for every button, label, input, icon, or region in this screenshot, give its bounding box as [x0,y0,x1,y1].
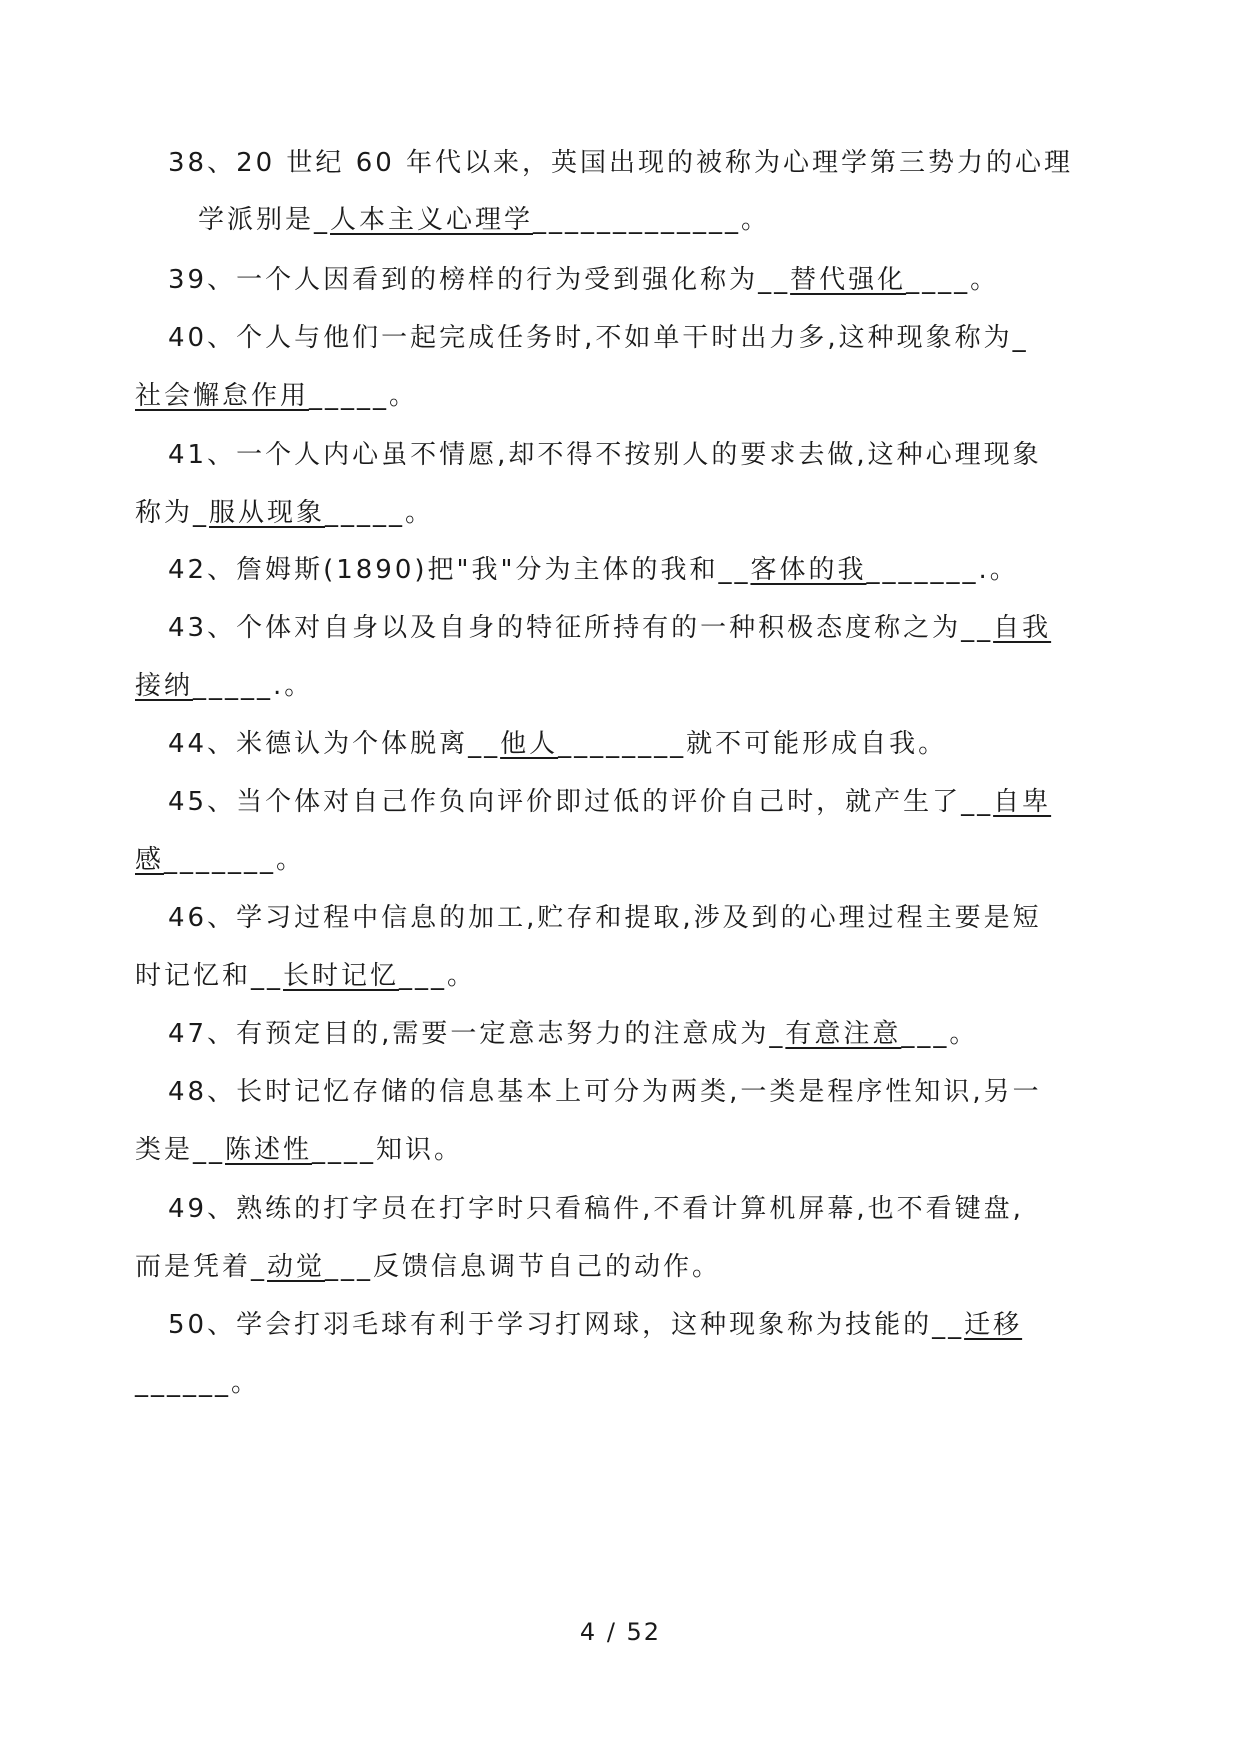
page-number: 4 / 52 [579,1618,662,1646]
question-46-line-2 [135,959,476,993]
question-49-line-2 [135,1250,721,1284]
question-text: ________就不可能形成自我。 [558,729,948,759]
question-40-line-1 [168,321,1029,355]
question-39-line-1 [168,263,999,297]
question-42-line-1 [168,553,1019,587]
answer-text: 陈述性 [225,1135,313,1165]
answer-text: 服从现象 [209,498,326,528]
question-text: 类是__ [135,1135,226,1165]
question-49-line-1 [168,1192,1024,1226]
question-text: _____________。 [533,205,771,235]
question-text: 40、个人与他们一起完成任务时,不如单干时出力多,这种现象称为_ [168,323,1029,353]
answer-text: 迁移 [964,1310,1023,1340]
question-45-line-1 [168,785,1051,819]
question-47-line-1 [168,1017,978,1051]
question-41-line-1 [168,438,1042,472]
answer-text: 有意注意 [785,1019,902,1049]
question-48-line-2 [135,1133,463,1167]
question-50-line-2 [135,1366,260,1400]
answer-text: 自卑 [993,787,1052,817]
answer-text: 他人 [500,729,559,759]
question-text: 42、詹姆斯(1890)把"我"分为主体的我和__ [168,555,751,585]
question-text: 47、有预定目的,需要一定意志努力的注意成为_ [168,1019,786,1049]
question-50-line-1 [168,1308,1022,1342]
question-text: _____.。 [193,671,314,701]
question-45-line-2 [135,843,305,877]
question-43-line-2 [135,669,313,703]
answer-text: 接纳 [135,671,194,701]
question-46-line-1 [168,901,1042,935]
question-text: ___反馈信息调节自己的动作。 [325,1252,722,1282]
question-text: 38、20 世纪 60 年代以来，英国出现的被称为心理学第三势力的心理 [168,148,1074,178]
question-text: ____。 [906,265,1000,295]
question-text: 41、一个人内心虽不情愿,却不得不按别人的要求去做,这种心理现象 [168,440,1042,470]
question-text: 称为_ [135,498,210,528]
answer-text: 客体的我 [750,555,867,585]
question-text: _______.。 [866,555,1019,585]
question-text: 45、当个体对自己作负向评价即过低的评价自己时，就产生了__ [168,787,994,817]
question-text: _____。 [325,498,435,528]
answer-text: 人本主义心理学 [330,205,534,235]
question-48-line-1 [168,1075,1042,1109]
answer-text: 社会懈怠作用 [135,381,310,411]
question-text: _____。 [309,381,419,411]
question-43-line-1 [168,611,1051,645]
question-text: ___。 [901,1019,979,1049]
question-38-line-2 [198,203,770,237]
answer-text: 替代强化 [790,265,907,295]
question-38-line-1 [168,146,1073,180]
question-text: 39、一个人因看到的榜样的行为受到强化称为__ [168,265,791,295]
question-text: 49、熟练的打字员在打字时只看稿件,不看计算机屏幕,也不看键盘, [168,1194,1024,1224]
question-text: 而是凭着_ [135,1252,268,1282]
question-44-line-1 [168,727,947,761]
question-text: _______。 [164,845,306,875]
question-text: ____知识。 [312,1135,464,1165]
question-text: 44、米德认为个体脱离__ [168,729,501,759]
question-text: 43、个体对自身以及自身的特征所持有的一种积极态度称之为__ [168,613,994,643]
question-text: ___。 [399,961,477,991]
question-text: 46、学习过程中信息的加工,贮存和提取,涉及到的心理过程主要是短 [168,903,1042,933]
answer-text: 自我 [993,613,1052,643]
question-text: 学派别是_ [198,205,331,235]
question-text: 时记忆和__ [135,961,284,991]
answer-text: 长时记忆 [283,961,400,991]
answer-text: 动觉 [267,1252,326,1282]
answer-text: 感 [135,845,165,875]
question-41-line-2 [135,496,434,530]
question-text: ______。 [135,1368,261,1398]
question-text: 50、学会打羽毛球有利于学习打网球，这种现象称为技能的__ [168,1310,965,1340]
question-40-line-2 [135,379,418,413]
question-text: 48、长时记忆存储的信息基本上可分为两类,一类是程序性知识,另一 [168,1077,1042,1107]
